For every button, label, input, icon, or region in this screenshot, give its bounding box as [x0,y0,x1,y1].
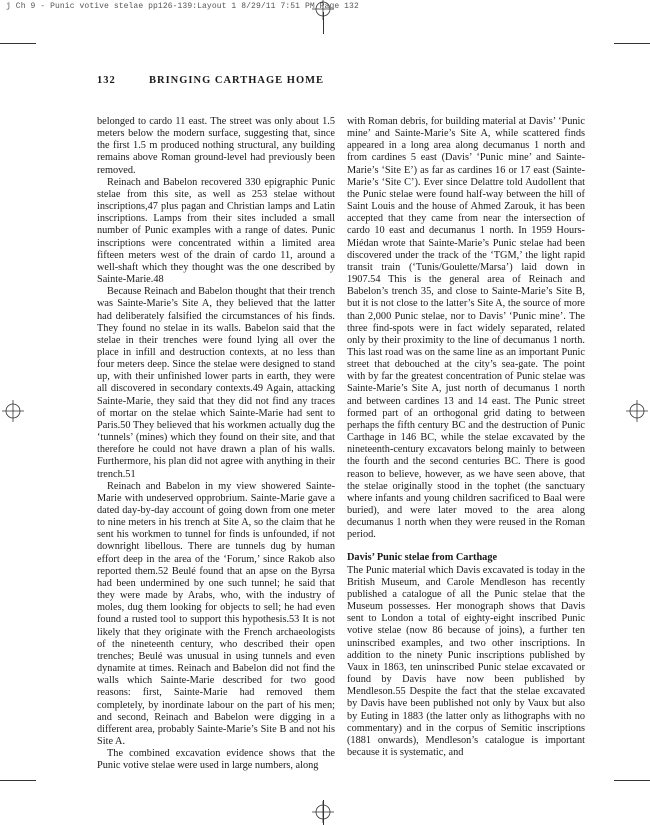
paragraph: The combined excavation evidence shows that the Punic votive stelae were used in large numbers, along [97,748,335,772]
registration-mark-top-icon [312,0,334,20]
paragraph: belonged to cardo 11 east. The street was only about 1.5 meters below the modern surface, suggesting that, since the first 1.5 m produced nothing structural, any building remains above Roman ground-level had previously been removed. [97,116,335,176]
left-column [97,116,335,772]
crop-mark-bottom-right [614,780,650,781]
crop-mark-top-left [0,43,36,44]
printer-slug-line: j Ch 9 - Punic votive stelae pp126-139:Layout 1 8/29/11 7:51 PM Page 132 [6,2,359,11]
paragraph: with Roman debris, for building material at Davis’ ‘Punic mine’ and Sainte-Marie’s Site A, while scattered finds appeared in a long area along decumanus 1 north and from cardines 5 east (Davis’ ‘Punic mine’ and Sainte-Marie’s ‘Site E’) as far as cardines 16 or 17 east (Sainte-Marie’s ‘Site C’). Ever since Delattre told Audollent that the Punic stelae were found half-way between the hill of Saint Louis and the house of Ahmed Zarouk, it has been accepted that they came from near the intersection of cardo 10 east and decumanus 1 north. In 1959 Hours-Miédan wrote that Sainte-Marie’s Punic stelae had been discovered under the track of the ‘TGM,’ the light rapid transit train (‘Tunis/Goulette/Marsa’) laid down in 1907.54 This is the general area of Reinach and Babelon’s trench 35, and close to Sainte-Marie’s Site B, but it is not close to the latter’s Site A, the source of more than 2,000 Punic stelae, nor to Davis’ ‘Punic mine’. The three find-spots were in fact widely separated, related only by their proximity to the line of decumanus 1 north. This last road was on the same line as an important Punic street that debouched at the city’s sea-gate. The point with by far the greatest concentration of Punic stelae was Sainte-Marie’s Site A, just north of decumanus 1 north and between cardines 13 and 14 east. The Punic street formed part of an orthogonal grid dating to between perhaps the fifth century BC and the destruction of Punic Carthage in 146 BC, while the stelae excavated by the nineteenth-century excavators belong mainly to between the fourth and the second centuries BC. There is good reason to believe, however, as we have seen above, that the stelae originally stood in the tophet (the sanctuary where infants and young children sacrificed to Baal were buried), and were later moved to the area along decumanus 1 north when they were reused in the Roman period. [347,116,585,541]
section-heading: Davis’ Punic stelae from Carthage [347,552,498,564]
running-head [97,75,527,86]
crop-mark-top-right [614,43,650,44]
right-column [347,116,585,759]
paragraph: Reinach and Babelon in my view showered Sainte-Marie with undeserved opprobrium. Sainte-Marie gave a dated day-by-day account of going down from one meter to nine meters in his trench at Site A, so the claim that he sent his workmen to tunnel for finds is unfounded, if not downright libellous. There are tunnels dug by human effort deep in the area of the ‘Forum,’ since Rakob also reported them.52 Beulé found that an apse on the Byrsa had been undermined by one such tunnel; he said that they were made by Arabs, who, with the industry of moles, dug them looking for objects to sell; he had even found a rusted tool to support this hypothesis.53 It is not likely that they originate with the French archaeologists of the nineteenth century, who described their open trenches; Beulé was unusual in using tunnels and even dynamite at times. Reinach and Babelon did not find the walls which Sainte-Marie described for two good reasons: first, Sainte-Marie had removed them completely, by inordinate labour on the part of his men; and second, Reinach and Babelon were digging in a different area, probably Sainte-Marie’s Site B and not his Site A. [97,480,335,747]
paragraph: The Punic material which Davis excavated is today in the British Museum, and Carole Mendleson has recently published a catalogue of all the Punic stelae that the Museum possesses. Her monograph shows that Davis sent to London a total of eighty-eight inscribed Punic votive stelae (now 86 because of joins), a further ten uninscribed examples, and two other inscriptions. In addition to the ninety Punic inscriptions published by Vaux in 1863, ten uninscribed Punic stelae excavated or found by Davis have now been published by Mendleson.55 Despite the fact that the stelae excavated by Davis have been published not only by Vaux but also by Euting in 1883 (the latter only as lithographs with no commentary) and in the corpus of Semitic inscriptions (1881 onwards), Mendleson’s catalogue is important because it is systematic, and [347,564,585,758]
registration-mark-left-icon [2,400,24,422]
page-number: 132 [97,75,116,86]
registration-mark-right-icon [626,400,648,422]
paragraph: Because Reinach and Babelon thought that their trench was Sainte-Marie’s Site A, they believed that the latter had deliberately falsified the circumstances of his finds. They found no stelae in its walls. Babelon said that the stelae in their trenches were found lying all over the place in infill and destruction contexts, at no less than four meters deep. Since the stelae were designed to stand up, with their unfinished lower parts in earth, they were all discovered in secondary contexts.49 Again, attacking Sainte-Marie, they said that they did not find any traces of mortar on the stelae which Sainte-Marie had sent to Paris.50 They believed that his workmen actually dug the ‘tunnels’ (mines) which they found on their site, and that therefore he could not have drawn a plan of his walls. Furthermore, his plan did not agree with anything in their trench.51 [97,286,335,480]
registration-mark-bottom-icon [312,801,334,823]
crop-mark-bottom-left [0,780,36,781]
running-title: BRINGING CARTHAGE HOME [149,75,325,86]
paragraph: Reinach and Babelon recovered 330 epigraphic Punic stelae from this site, as well as 253 stelae without inscriptions,47 plus pagan and Christian lamps and Latin inscriptions. Lamps from their sites included a small number of Punic examples with a range of dates. Punic inscriptions were concentrated within a limited area fifteen meters west of the drain of cardo 11, around a well-shaft which they thought was the one described by Sainte-Marie.48 [97,176,335,286]
